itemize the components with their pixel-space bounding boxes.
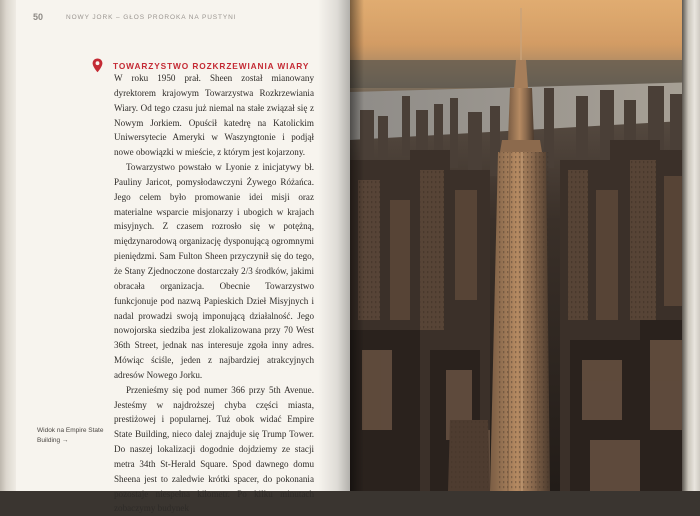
empire-state-building-photo xyxy=(350,0,700,491)
page-number: 50 xyxy=(33,12,44,22)
photo-caption: Widok na Empire State Building → xyxy=(37,427,104,444)
paragraph: Towarzystwo powstało w Lyonie z inicjatywy bł. Pauliny Jaricot, pomysłodawczyni Żywego Różańca. Jego celem było promowanie idei misji oraz materialne wsparcie misjonarzy i ubogich w krajach misyjnych. Z czasem rozrosło się w potężną, międzynarodową organizację dysponującą ogromnymi pieniędzmi. Sam Fulton Sheen przyczynił się do tego, że Stany Zjednoczone dostarczały 2/3 środków, jakimi obracała organizacja. Obecnie Towarzystwo funkcjonuje pod nazwą Papieskich Dzieł Misyjnych i nadal prowadzi swoją imponującą działalność. Jego nowojorska siedziba jest zlokalizowana przy 70 West 36th Street, jednak nas interesuje zgoła inny adres. Mówiąc ściśle, jeden z najbardziej atrakcyjnych adresów Nowego Jorku. xyxy=(114,162,314,380)
section-heading: TOWARZYSTWO ROZKRZEWIANIA WIARY xyxy=(113,61,310,71)
left-page xyxy=(0,0,350,514)
running-header: NOWY JORK – GŁOS PROROKA NA PUSTYNI xyxy=(66,14,237,21)
gutter-shadow xyxy=(350,0,364,491)
page-edge xyxy=(0,0,16,491)
gutter-shadow xyxy=(318,0,350,491)
location-pin-icon xyxy=(92,58,103,78)
page-edge xyxy=(682,0,700,491)
body-text xyxy=(114,71,314,516)
paragraph: W roku 1950 prał. Sheen został mianowany dyrektorem krajowym Towarzystwa Rozkrzewiania Wiary. Od tego czasu już niemal na stałe związał się z Nowym Jorkiem. Opuścił katedrę na Katolickim Uniwersytecie Ameryki w Waszyngtonie i podjął nowe obowiązki w mieście, z którym jest kojarzony. xyxy=(114,73,314,158)
right-page xyxy=(350,0,700,491)
paragraph: Przenieśmy się pod numer 366 przy 5th Avenue. Jesteśmy w najdroższej chyba części miasta, prestiżowej i popularnej. Tuż obok widać Empire State Building, nieco dalej znajduje się Trump Tower. Do naszej lokalizacji dogodnie dojdziemy ze stacji metra 34th St-Herald Square. Spod dawnego domu Sheena jest to zaledwie krótki spacer, do pokonania pozostaje niespełna kilometr. Po kilku minutach zobaczymy budynek xyxy=(114,384,314,514)
section-heading-row xyxy=(93,61,309,71)
